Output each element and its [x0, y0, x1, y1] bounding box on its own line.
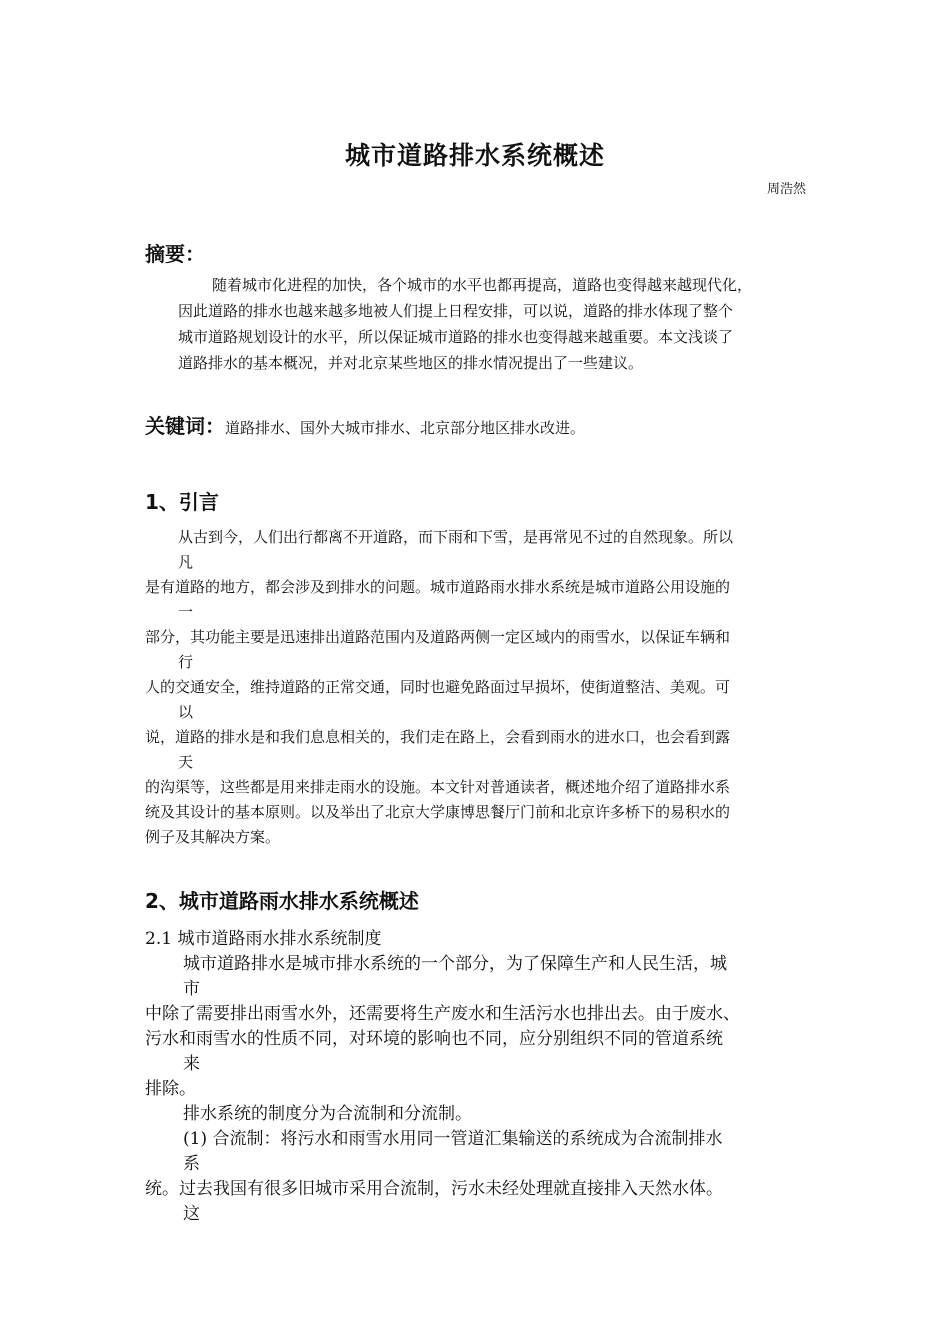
paragraph-line: 凡	[178, 553, 194, 571]
paragraph-line: (1) 合流制：将污水和雨雪水用同一管道汇集输送的系统成为合流制排水	[183, 1129, 723, 1149]
paragraph-line: 这	[183, 1204, 200, 1224]
paragraph-line: 是有道路的地方，都会涉及到排水的问题。城市道路雨水排水系统是城市道路公用设施的	[145, 578, 731, 596]
paragraph-line: 一	[178, 603, 194, 621]
paragraph-line: 排水系统的制度分为合流制和分流制。	[183, 1104, 472, 1124]
paragraph-line: 以	[178, 703, 194, 721]
abstract-line: 道路排水的基本概况，并对北京某些地区的排水情况提出了一些建议。	[178, 354, 644, 372]
document-title: 城市道路排水系统概述	[344, 141, 605, 170]
abstract-line: 城市道路规划设计的水平，所以保证城市道路的排水也变得越来越重要。本文浅谈了	[178, 328, 734, 346]
author-name: 周浩然	[766, 182, 806, 197]
section-1-title: 1、引言	[145, 490, 219, 514]
paragraph-line: 污水和雨雪水的性质不同，对环境的影响也不同，应分别组织不同的管道系统	[145, 1029, 723, 1049]
paragraph-line: 来	[183, 1054, 200, 1074]
keywords-text: 道路排水、国外大城市排水、北京部分地区排水改进。	[225, 419, 586, 437]
paragraph-line: 的沟渠等，这些都是用来排走雨水的设施。本文针对普通读者，概述地介绍了道路排水系	[145, 778, 731, 796]
paragraph-line: 从古到今，人们出行都离不开道路，而下雨和下雪，是再常见不过的自然现象。所以	[178, 528, 734, 546]
paragraph-line: 排除。	[145, 1079, 196, 1099]
subsection-title: 2.1 城市道路雨水排水系统制度	[145, 929, 382, 949]
section-2-title: 2、城市道路雨水排水系统概述	[145, 889, 419, 913]
paragraph-line: 说，道路的排水是和我们息息相关的，我们走在路上，会看到雨水的进水口，也会看到露	[145, 728, 731, 746]
paragraph-line: 人的交通安全，维持道路的正常交通，同时也避免路面过早损坏，使街道整洁、美观。可	[145, 678, 731, 696]
paragraph-line: 天	[178, 753, 194, 771]
abstract-line: 随着城市化进程的加快，各个城市的水平也都再提高，道路也变得越来越现代化，	[212, 276, 753, 294]
abstract-line: 因此道路的排水也越来越多地被人们提上日程安排，可以说，道路的排水体现了整个	[178, 302, 734, 320]
paragraph-line: 市	[183, 979, 200, 999]
paragraph-line: 城市道路排水是城市排水系统的一个部分，为了保障生产和人民生活，城	[183, 954, 727, 974]
paragraph-line: 系	[183, 1154, 200, 1174]
paragraph-line: 行	[178, 653, 194, 671]
paragraph-line: 统。过去我国有很多旧城市采用合流制，污水未经处理就直接排入天然水体。	[145, 1179, 723, 1199]
paragraph-line: 中除了需要排出雨雪水外，还需要将生产废水和生活污水也排出去。由于废水、	[145, 1004, 740, 1024]
abstract-label: 摘要：	[145, 242, 205, 266]
paragraph-line: 统及其设计的基本原则。以及举出了北京大学康博思餐厅门前和北京许多桥下的易积水的	[145, 803, 731, 821]
keywords-label: 关键词：	[145, 414, 225, 438]
keywords	[145, 410, 585, 439]
paragraph-line: 例子及其解决方案。	[145, 828, 281, 846]
abstract-body	[178, 272, 804, 376]
paragraph-line: 部分，其功能主要是迅速排出道路范围内及道路两侧一定区域内的雨雪水，以保证车辆和	[145, 628, 731, 646]
